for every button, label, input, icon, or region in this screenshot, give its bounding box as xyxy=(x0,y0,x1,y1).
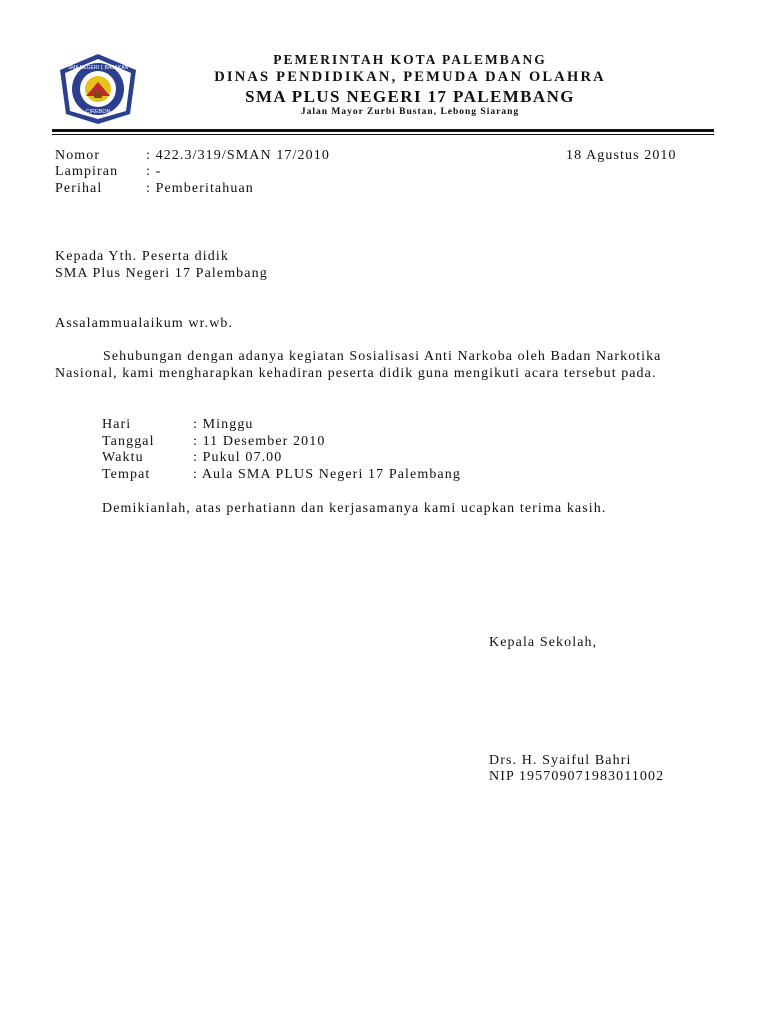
perihal-label: Perihal xyxy=(55,181,103,196)
detail-value-waktu: : Pukul 07.00 xyxy=(193,450,283,465)
detail-value-tanggal: : 11 Desember 2010 xyxy=(193,434,326,449)
detail-value-hari: : Minggu xyxy=(193,417,254,432)
signatory-nip: NIP 195709071983011002 xyxy=(489,769,665,784)
detail-label-hari: Hari xyxy=(102,417,132,432)
nomor-value: : 422.3/319/SMAN 17/2010 xyxy=(146,148,330,163)
recipient-line-1: Kepada Yth. Peserta didik xyxy=(55,249,229,264)
logo-text-bottom: CIREBON xyxy=(85,109,111,115)
letterhead-school-name: SMA PLUS NEGERI 17 PALEMBANG xyxy=(245,87,575,106)
letterhead-line-1: PEMERINTAH KOTA PALEMBANG xyxy=(273,52,547,67)
lampiran-label: Lampiran xyxy=(55,164,119,179)
body-paragraph: Sehubungan dengan adanya kegiatan Sosialisasi Anti Narkoba oleh Badan Narkotika Nasional, kami mengharapkan kehadiran peserta didik guna mengikuti acara tersebut pada. xyxy=(55,349,662,381)
detail-value-tempat: : Aula SMA PLUS Negeri 17 Palembang xyxy=(193,467,461,482)
letterhead-line-2: DINAS PENDIDIKAN, PEMUDA DAN OLAHRA xyxy=(214,69,606,85)
detail-label-waktu: Waktu xyxy=(102,450,144,465)
perihal-value: : Pemberitahuan xyxy=(146,181,254,196)
detail-label-tanggal: Tanggal xyxy=(102,434,155,449)
nomor-label: Nomor xyxy=(55,148,101,163)
letter-date: 18 Agustus 2010 xyxy=(566,148,677,163)
signature-title: Kepala Sekolah, xyxy=(489,635,598,650)
detail-label-tempat: Tempat xyxy=(102,467,151,482)
letterhead-address: Jalan Mayor Zurbi Bustan, Lebong Siarang xyxy=(300,107,520,117)
school-logo xyxy=(58,52,138,126)
recipient-line-2: SMA Plus Negeri 17 Palembang xyxy=(55,266,268,281)
logo-text-top: SMA NEGERI 1 BABAKAN xyxy=(67,65,129,71)
signatory-name: Drs. H. Syaiful Bahri xyxy=(489,753,632,768)
letterhead-rule-thin xyxy=(52,134,714,135)
closing-sentence: Demikianlah, atas perhatiann dan kerjasamanya kami ucapkan terima kasih. xyxy=(102,501,607,516)
lampiran-value: : - xyxy=(146,164,162,179)
greeting: Assalammualaikum wr.wb. xyxy=(55,316,234,331)
letterhead-rule-thick xyxy=(52,129,714,132)
